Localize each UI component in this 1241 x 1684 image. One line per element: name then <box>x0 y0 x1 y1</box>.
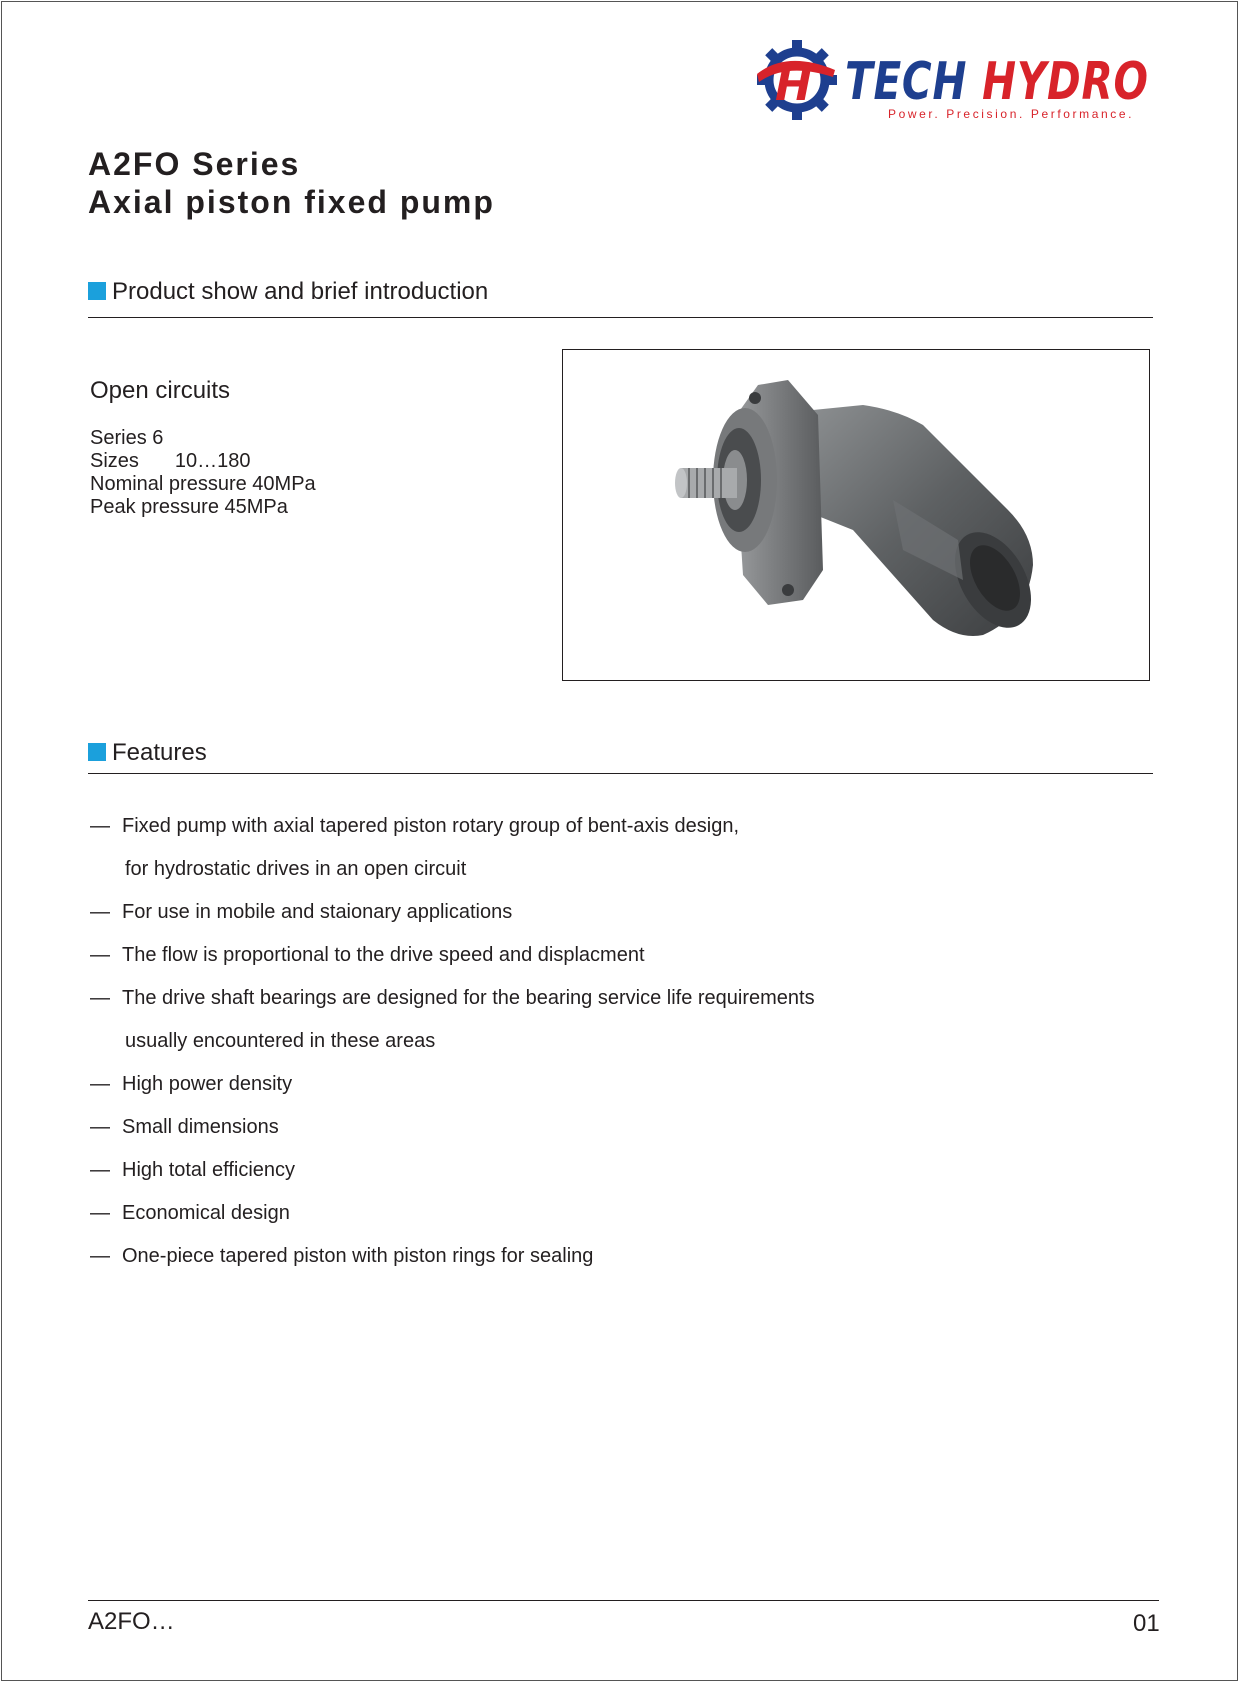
dash-bullet: — <box>90 1073 110 1095</box>
section-heading-features <box>88 738 207 768</box>
svg-text:H: H <box>775 60 812 111</box>
spec-series: Series 6 <box>90 427 164 449</box>
spec-sizes-value: 10…180 <box>174 450 251 472</box>
section-heading-intro <box>88 277 488 307</box>
feature-text: for hydrostatic drives in an open circuit <box>125 858 467 880</box>
open-circuits-heading: Open circuits <box>90 377 231 404</box>
section-heading-intro-text: Product show and brief introduction <box>112 278 489 305</box>
section-square-icon <box>88 282 106 300</box>
spec-sizes-label: Sizes <box>90 450 139 472</box>
feature-text: For use in mobile and staionary applications <box>122 901 513 923</box>
brand-name-tech: TECH <box>845 52 968 112</box>
brand-wordmark <box>845 54 1149 110</box>
feature-list <box>90 805 1140 1278</box>
section-heading-features-text: Features <box>112 739 207 766</box>
brand-tagline: Power. Precision. Performance. <box>888 107 1135 121</box>
section-divider-intro <box>88 317 1153 318</box>
dash-bullet: — <box>90 944 110 966</box>
dash-bullet: — <box>90 1116 110 1138</box>
dash-bullet: — <box>90 901 110 923</box>
feature-item <box>90 1192 1140 1235</box>
feature-item-continued <box>90 1020 1140 1063</box>
feature-item <box>90 934 1140 977</box>
gear-h-logo-icon <box>745 40 845 125</box>
section-divider-features <box>88 773 1153 774</box>
feature-text: The drive shaft bearings are designed for the bearing service life requirements <box>122 987 815 1009</box>
dash-bullet: — <box>90 815 110 837</box>
brand-name-hydro: HYDRO <box>982 52 1149 112</box>
feature-text: High total efficiency <box>122 1159 296 1181</box>
title-line-1: A2FO Series <box>88 146 301 182</box>
footer-divider <box>88 1600 1159 1601</box>
dash-bullet: — <box>90 987 110 1009</box>
footer-model: A2FO… <box>88 1608 175 1635</box>
feature-text: One-piece tapered piston with piston rings for sealing <box>122 1245 594 1267</box>
spec-peak-pressure: Peak pressure 45MPa <box>90 496 288 518</box>
spec-nominal-pressure: Nominal pressure 40MPa <box>90 473 316 495</box>
dash-bullet: — <box>90 1245 110 1267</box>
feature-item-continued <box>90 848 1140 891</box>
dash-bullet: — <box>90 1202 110 1224</box>
product-photo-frame <box>562 349 1150 681</box>
section-square-icon <box>88 743 106 761</box>
feature-text: Fixed pump with axial tapered piston rotary group of bent-axis design, <box>122 815 740 837</box>
spec-sizes <box>90 450 316 473</box>
feature-item <box>90 1106 1140 1149</box>
feature-text: Small dimensions <box>122 1116 279 1138</box>
brand-logo <box>745 40 1185 125</box>
title-line-2: Axial piston fixed pump <box>88 184 495 220</box>
feature-text: Economical design <box>122 1202 290 1224</box>
page-title <box>88 145 495 221</box>
spec-list <box>90 427 316 519</box>
feature-item <box>90 1149 1140 1192</box>
feature-item <box>90 891 1140 934</box>
axial-piston-pump-photo <box>563 350 1149 680</box>
page-number: 01 <box>1133 1610 1160 1637</box>
feature-text: High power density <box>122 1073 293 1095</box>
feature-item <box>90 1235 1140 1278</box>
feature-item <box>90 977 1140 1020</box>
feature-text: usually encountered in these areas <box>125 1030 436 1052</box>
feature-item <box>90 1063 1140 1106</box>
dash-bullet: — <box>90 1159 110 1181</box>
feature-item <box>90 805 1140 848</box>
feature-text: The flow is proportional to the drive speed and displacment <box>122 944 645 966</box>
